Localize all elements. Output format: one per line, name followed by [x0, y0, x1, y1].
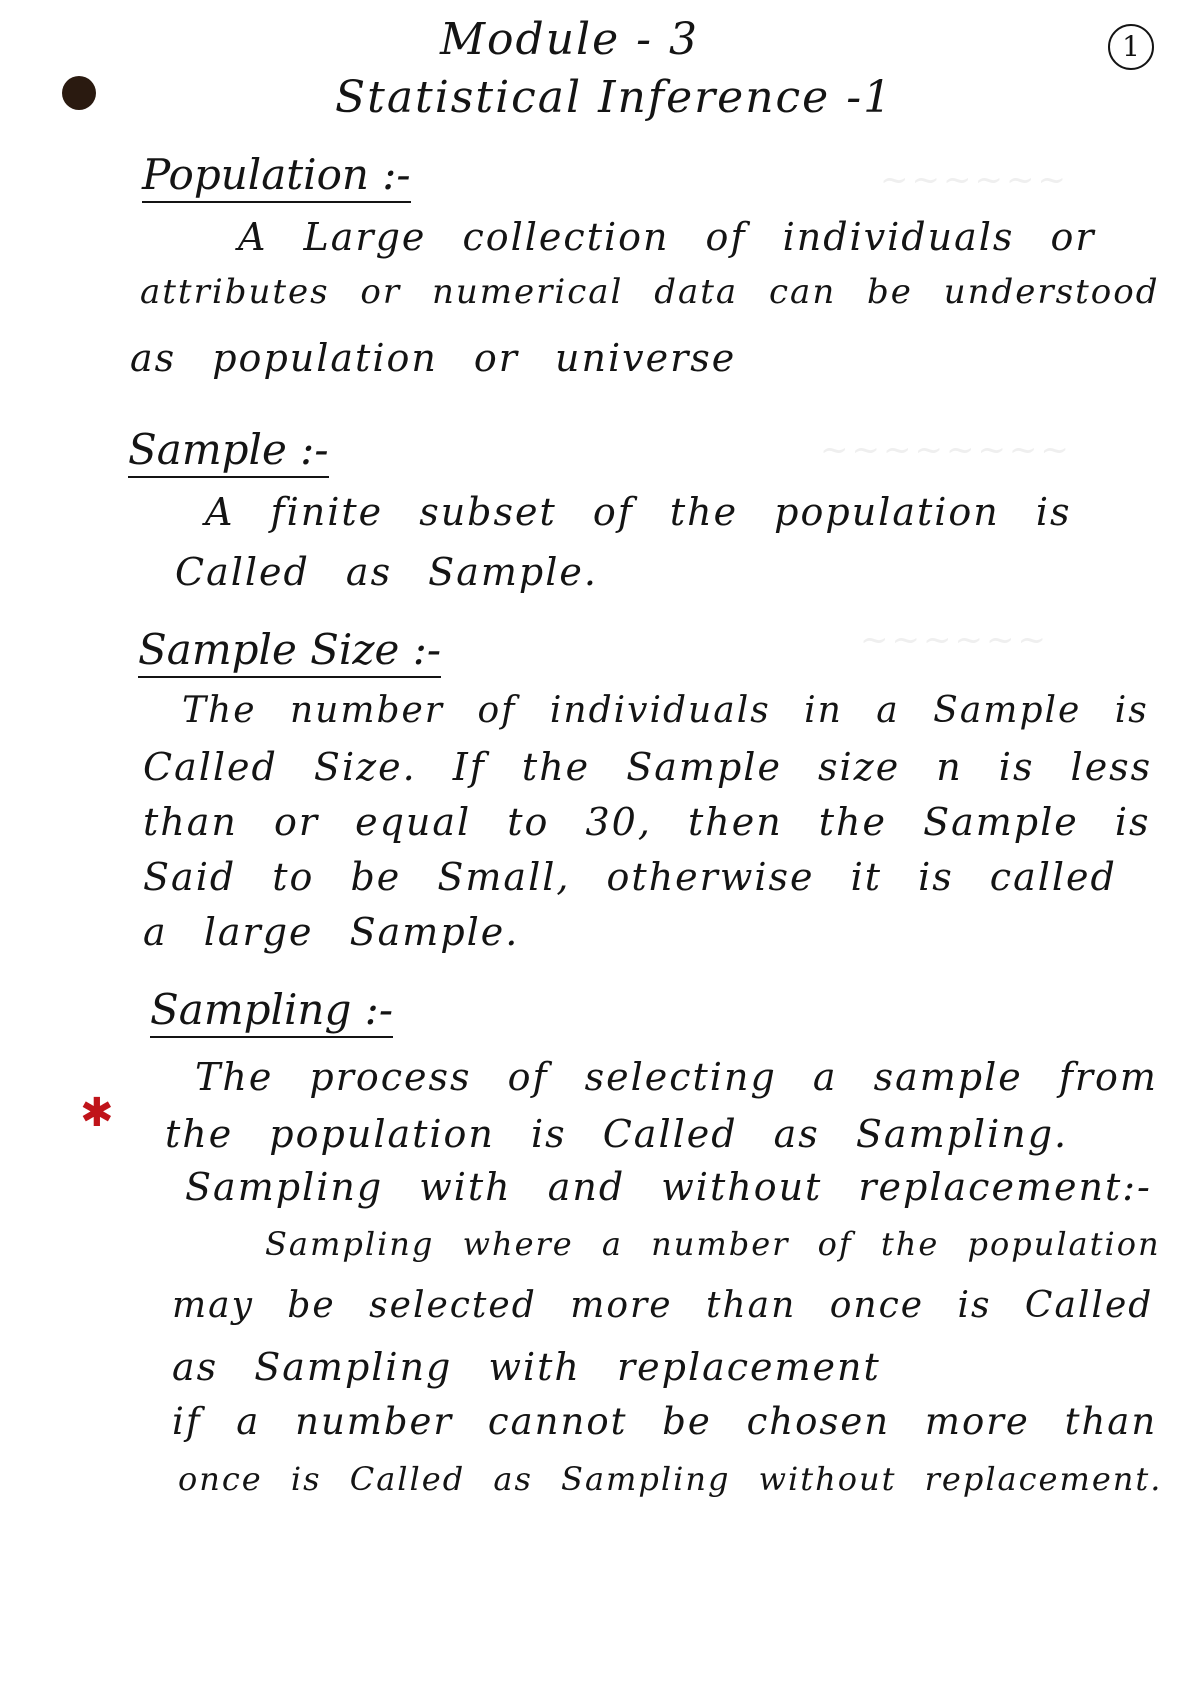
replacement-line-2: may be selected more than once is Called: [172, 1285, 1154, 1326]
bleed-through-decoration: ~~~~~~~~: [820, 430, 1072, 470]
sample-size-line-5: a large Sample.: [143, 910, 520, 954]
heading-population: Population :-: [142, 150, 411, 203]
sample-size-line-3: than or equal to 30, then the Sample is: [143, 800, 1151, 844]
heading-sample-size: Sample Size :-: [138, 625, 441, 678]
sample-size-line-2: Called Size. If the Sample size n is less: [143, 745, 1153, 789]
population-line-2: attributes or numerical data can be understood: [140, 272, 1160, 312]
replacement-line-1: Sampling where a number of the population: [265, 1225, 1161, 1263]
population-line-3: as population or universe: [130, 336, 737, 380]
replacement-line-5: once is Called as Sampling without replacement.: [178, 1460, 1163, 1498]
population-line-1: A Large collection of individuals or: [238, 215, 1096, 259]
heading-sample: Sample :-: [128, 425, 329, 478]
replacement-line-4: if a number cannot be chosen more than: [172, 1400, 1158, 1443]
page-title: Statistical Inference -1: [335, 72, 894, 123]
heading-sampling: Sampling :-: [150, 985, 393, 1038]
replacement-line-3: as Sampling with replacement: [172, 1345, 881, 1389]
bleed-through-decoration: ~~~~~~: [860, 620, 1049, 660]
module-title: Module - 3: [440, 14, 699, 65]
bleed-through-decoration: ~~~~~~: [880, 160, 1069, 200]
star-icon: ✱: [80, 1090, 114, 1136]
sample-size-line-1: The number of individuals in a Sample is: [182, 690, 1149, 731]
sample-line-1: A finite subset of the population is: [205, 490, 1072, 534]
sample-size-line-4: Said to be Small, otherwise it is called: [143, 855, 1117, 899]
sampling-line-1: The process of selecting a sample from: [195, 1055, 1158, 1099]
page-number-badge: 1: [1108, 24, 1154, 70]
punch-hole-icon: [62, 76, 96, 110]
heading-sampling-replacement: Sampling with and without replacement:-: [185, 1165, 1152, 1209]
sample-line-2: Called as Sample.: [175, 550, 598, 594]
sampling-line-2: the population is Called as Sampling.: [165, 1112, 1069, 1156]
